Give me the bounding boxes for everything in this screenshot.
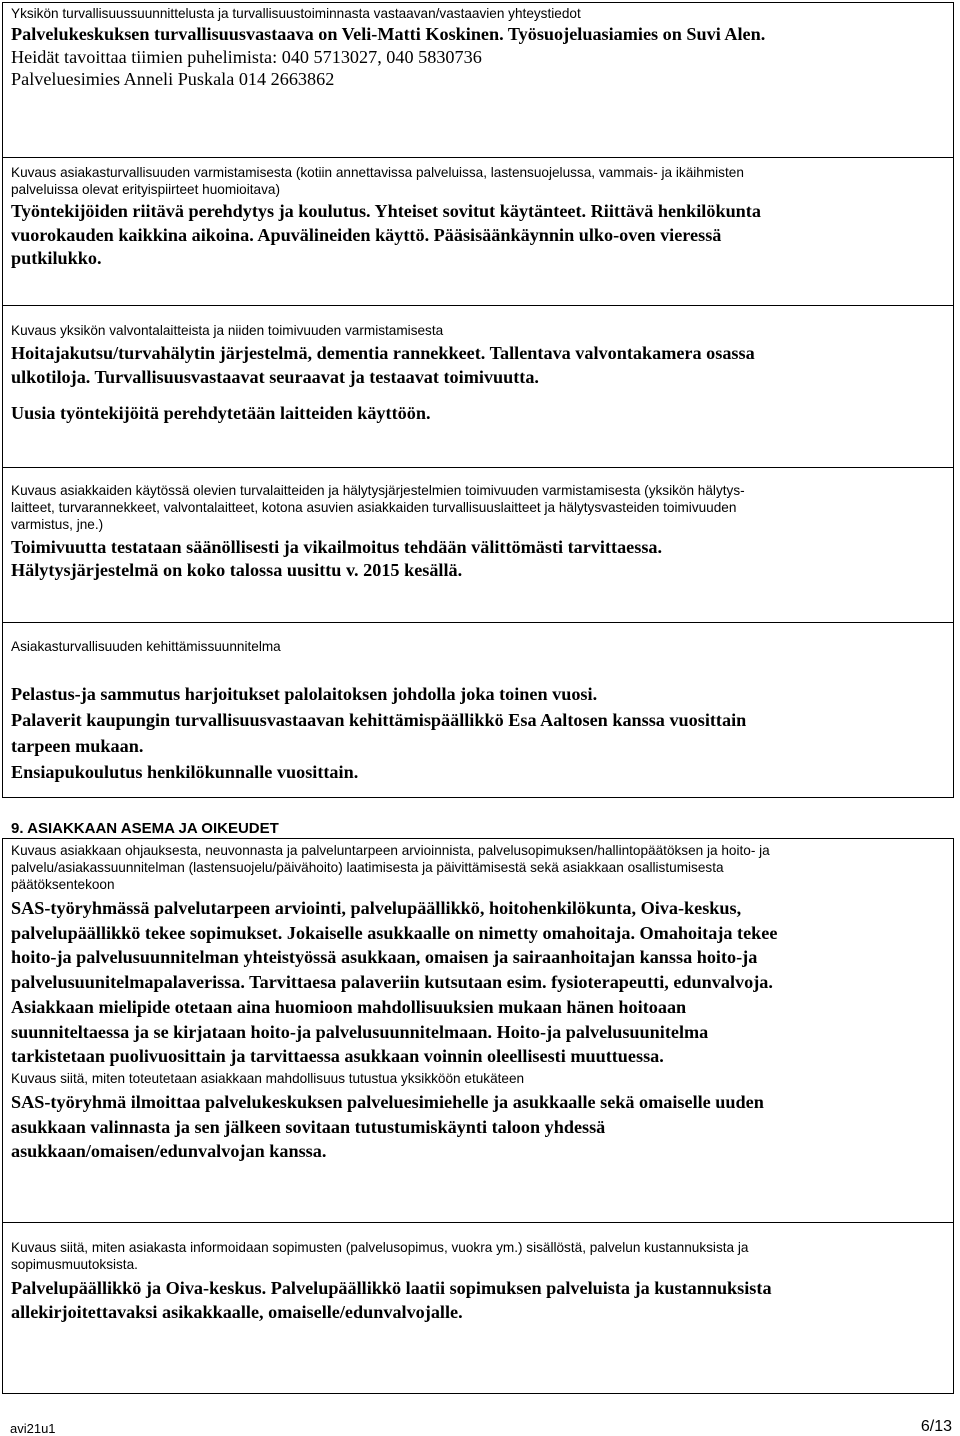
text-line: SAS-työryhmä ilmoittaa palvelukeskuksen palveluesimiehelle ja asukkaalle sekä omaiselle uuden	[11, 1091, 764, 1112]
section-heading: 9. ASIAKKAAN ASEMA JA OIKEUDET	[11, 820, 279, 837]
guidance-content	[11, 842, 946, 1164]
caption-line: palvelu/asiakassuunnitelman (lastensuojelu/päivähoito) laatimisesta ja päivittämisestä sekä asiakkaan osallistumisesta	[11, 860, 724, 875]
text-line: allekirjoitettavaksi asikakkaalle, omaiselle/edunvalvojalle.	[11, 1302, 463, 1322]
text-line: Hälytysjärjestelmä on koko talossa uusittu v. 2015 kesällä.	[11, 559, 463, 580]
surveillance-caption: Kuvaus yksikön valvontalaitteista ja niiden toimivuuden varmistamisesta	[11, 323, 444, 338]
development-plan-caption: Asiakasturvallisuuden kehittämissuunnitelma	[11, 639, 281, 654]
client-safety-caption	[11, 164, 946, 198]
caption-line: palveluissa olevat erityispiirteet huomioitava)	[11, 182, 280, 197]
contact-line: Palvelukeskuksen turvallisuusvastaava on Veli-Matti Koskinen. Työsuojeluasiamies on Suvi Alen.	[11, 24, 766, 44]
caption-line: päätöksentekoon	[11, 877, 115, 892]
text-line: vuorokauden kaikkina aikoina. Apuvälineiden käyttö. Pääsisäänkäynnin ulko-oven vieressä	[11, 224, 722, 245]
text-line: tarkistetaan puolivuosittain ja tarvittaessa asukkaan voinnin oleellisesti muuttuessa.	[11, 1046, 664, 1067]
guidance-text	[11, 896, 946, 1069]
surveillance-note: Uusia työntekijöitä perehdytetään laitteiden käyttöön.	[11, 403, 431, 423]
text-line: palvelupäällikkö tekee sopimukset. Jokaiselle asukkaalle on nimetty omahoitaja. Omahoitaja tekee	[11, 922, 778, 943]
text-line: Asiakkaan mielipide otetaan aina huomioon mahdollisuuksien mukaan hänen hoitoaan	[11, 996, 687, 1017]
contracts-content	[11, 1239, 946, 1324]
surveillance-content	[11, 322, 946, 425]
text-line: Pelastus-ja sammutus harjoitukset palolaitoksen johdolla joka toinen vuosi.	[11, 684, 598, 704]
text-line: Palaverit kaupungin turvallisuusvastaavan kehittämispäällikkö Esa Aaltosen kanssa vuosittain	[11, 710, 747, 730]
page-number: 6/13	[920, 1418, 952, 1435]
text-line: putkilukko.	[11, 248, 102, 268]
contact-text	[11, 23, 946, 91]
contracts-text	[11, 1276, 946, 1324]
guidance-caption	[11, 842, 946, 893]
text-line: SAS-työryhmässä palvelutarpeen arviointi, palvelupäällikkö, hoitohenkilökunta, Oiva-keskus,	[11, 898, 742, 918]
client-safety-text	[11, 200, 946, 271]
visit-text	[11, 1090, 946, 1164]
client-safety-content	[11, 164, 946, 271]
text-line: hoito-ja palvelusuunnitelman yhteistyössä asukkaan, omaisen ja sairaanhoitajan kanssa hoito-ja	[11, 947, 758, 968]
text-line: suunniteltaessa ja se kirjataan hoito-ja palvelusuunnitelmaan. Hoito-ja palvelusuunitelma	[11, 1021, 709, 1042]
text-line: asukkaan/omaisen/edunvalvojan kanssa.	[11, 1141, 327, 1162]
contact-line: Heidät tavoittaa tiimien puhelimista: 040 5713027, 040 5830736	[11, 46, 482, 67]
text-line: palvelusuunitelmapalaverissa. Tarvittaesa palaveriin kutsutaan esim. fysioterapeutti, edunvalvoja.	[11, 972, 773, 993]
alarm-devices-text	[11, 536, 946, 581]
contracts-caption	[11, 1239, 946, 1273]
text-line: tarpeen mukaan.	[11, 736, 144, 756]
contact-content	[11, 5, 946, 91]
text-line: Ensiapukoulutus henkilökunnalle vuosittain.	[11, 762, 359, 782]
alarm-devices-content	[11, 482, 946, 581]
contact-caption: Yksikön turvallisuussuunnittelusta ja turvallisuustoiminnasta vastaavan/vastaavien yhteystiedot	[11, 6, 581, 21]
alarm-devices-caption	[11, 482, 946, 533]
caption-line: Kuvaus asiakkaan ohjauksesta, neuvonnasta ja palveluntarpeen arvioinnista, palvelusopimuksen/hallintopäätöksen ja hoito- ja	[11, 843, 770, 858]
text-line: Hoitajakutsu/turvahälytin järjestelmä, dementia rannekkeet. Tallentava valvontakamera osassa	[11, 343, 755, 363]
development-plan-text	[11, 681, 946, 785]
caption-line: sopimusmuutoksista.	[11, 1257, 138, 1272]
text-line: asukkaan valinnasta ja sen jälkeen sovitaan tutustumiskäynti taloon yhdessä	[11, 1116, 606, 1137]
development-plan-content	[11, 638, 946, 785]
contact-line: Palveluesimies Anneli Puskala 014 2663862	[11, 69, 335, 89]
caption-line: Kuvaus asiakasturvallisuuden varmistamisesta (kotiin annettavissa palveluissa, lastensuojelussa, vammais- ja ikäihmisten	[11, 165, 744, 180]
caption-line: varmistus, jne.)	[11, 517, 104, 532]
text-line: Toimivuutta testataan säänöllisesti ja vikailmoitus tehdään välittömästi tarvittaessa.	[11, 537, 663, 557]
surveillance-text	[11, 342, 946, 389]
doc-code: avi21u1	[10, 1421, 56, 1436]
text-line: Palvelupäällikkö ja Oiva-keskus. Palvelupäällikkö laatii sopimuksen palveluista ja kustannuksista	[11, 1278, 772, 1298]
caption-line: Kuvaus siitä, miten asiakasta informoidaan sopimusten (palvelusopimus, vuokra ym.) sisällöstä, palvelun kustannuksista ja	[11, 1240, 749, 1255]
text-line: Työntekijöiden riitävä perehdytys ja koulutus. Yhteiset sovitut käytänteet. Riittävä henkilökunta	[11, 201, 761, 221]
text-line: ulkotiloja. Turvallisuusvastaavat seuraavat ja testaavat toimivuutta.	[11, 366, 539, 387]
caption-line: laitteet, turvarannekkeet, valvontalaitteet, kotona asuvien asiakkaiden turvallisuuslaitteet ja hälytysvasteiden toimivuuden	[11, 500, 737, 515]
caption-line: Kuvaus asiakkaiden käytössä olevien turvalaitteiden ja hälytysjärjestelmien toimivuuden varmistamisesta (yksikön hälytys-	[11, 483, 745, 498]
visit-caption: Kuvaus siitä, miten toteutetaan asiakkaan mahdollisuus tutustua yksikköön etukäteen	[11, 1070, 525, 1086]
